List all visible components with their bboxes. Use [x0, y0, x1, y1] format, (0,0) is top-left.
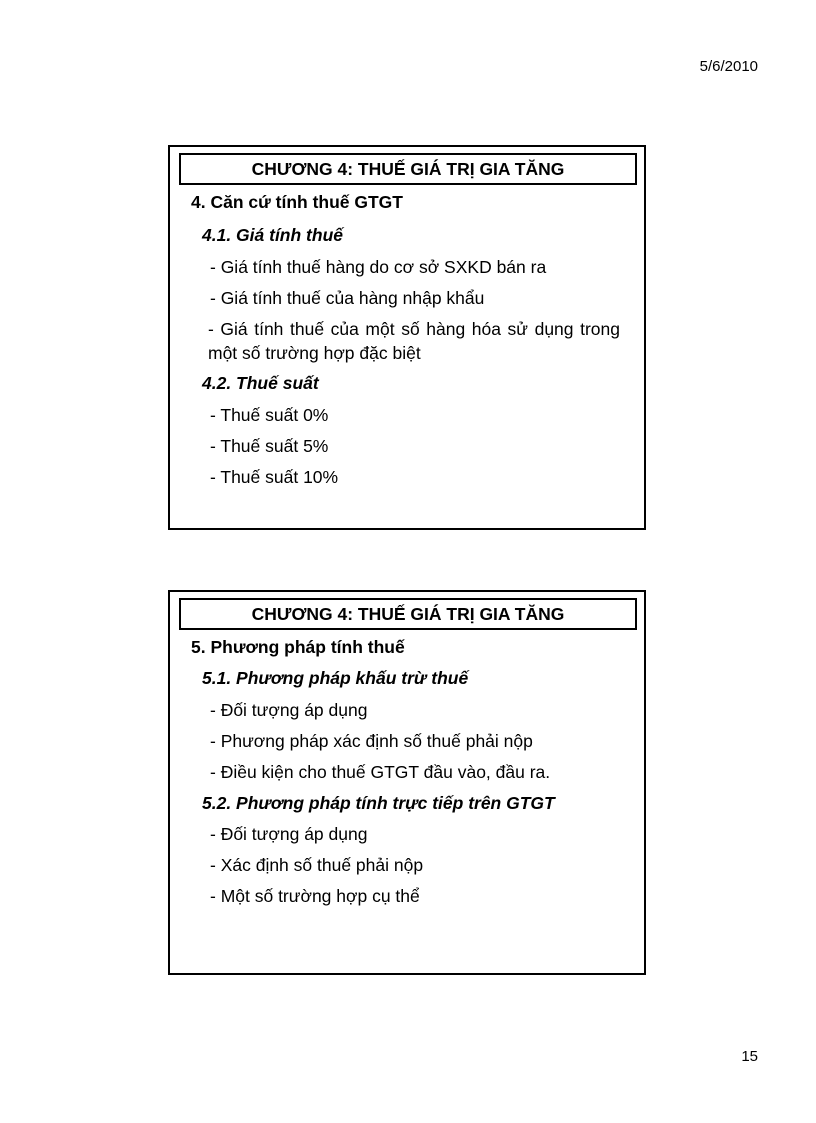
slide-2: [168, 590, 646, 975]
list-item: - Điều kiện cho thuế GTGT đầu vào, đầu ra.: [210, 762, 551, 782]
list-item: - Thuế suất 5%: [210, 436, 329, 456]
slide-title: CHƯƠNG 4: THUẾ GIÁ TRỊ GIA TĂNG: [179, 598, 637, 630]
subsection-heading: 5.2. Phương pháp tính trực tiếp trên GTGT: [202, 793, 555, 813]
list-item: - Giá tính thuế hàng do cơ sở SXKD bán ra: [210, 257, 547, 277]
section-heading: 5. Phương pháp tính thuế: [191, 637, 405, 657]
slide-title: CHƯƠNG 4: THUẾ GIÁ TRỊ GIA TĂNG: [179, 153, 637, 185]
list-item: - Một số trường hợp cụ thể: [210, 886, 420, 906]
subsection-heading: 5.1. Phương pháp khấu trừ thuế: [202, 668, 469, 688]
list-item: - Đối tượng áp dụng: [210, 824, 368, 844]
subsection-heading: 4.2. Thuế suất: [202, 373, 319, 393]
section-heading: 4. Căn cứ tính thuế GTGT: [191, 192, 403, 212]
list-item: - Đối tượng áp dụng: [210, 700, 368, 720]
list-item: - Giá tính thuế của hàng nhập khẩu: [210, 288, 485, 308]
page-number: 15: [741, 1048, 758, 1065]
list-item: - Thuế suất 10%: [210, 467, 339, 487]
list-item: - Phương pháp xác định số thuế phải nộp: [210, 731, 533, 751]
slide-1: [168, 145, 646, 530]
list-item: - Xác định số thuế phải nộp: [210, 855, 424, 875]
list-item: - Giá tính thuế của một số hàng hóa sử dụng trong một số trường hợp đặc biệt: [208, 319, 620, 363]
page-date: 5/6/2010: [699, 58, 758, 75]
subsection-heading: 4.1. Giá tính thuế: [202, 225, 343, 245]
list-item: - Thuế suất 0%: [210, 405, 329, 425]
